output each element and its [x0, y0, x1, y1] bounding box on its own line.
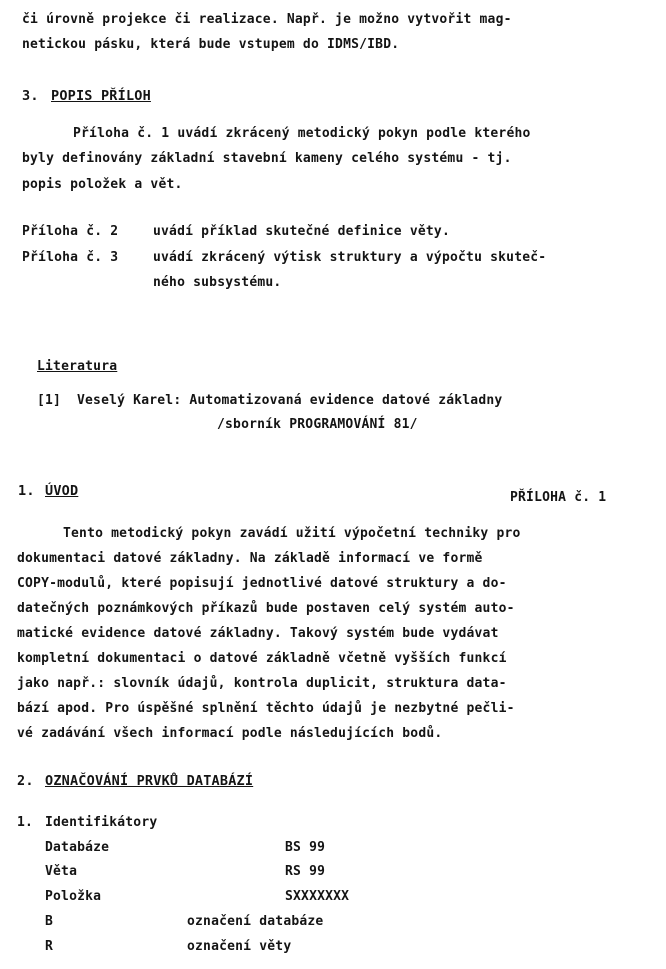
section-heading: ÚVOD — [45, 483, 79, 499]
section-number: 1. — [18, 483, 35, 499]
identifier-name: Položka — [45, 889, 102, 904]
text-line: dokumentaci datové základny. Na základě informací ve formě — [17, 551, 483, 566]
literature-heading: Literatura — [37, 359, 118, 374]
text-line: vé zadávání všech informací podle následujících bodů. — [17, 726, 443, 741]
section-heading: OZNAČOVÁNÍ PRVKŮ DATABÁZÍ — [45, 773, 254, 789]
section-heading: POPIS PŘÍLOH — [51, 88, 151, 104]
text-line: netickou pásku, která bude vstupem do IDMS/IBD. — [22, 37, 400, 52]
reference-number: [1] — [37, 393, 62, 408]
legend-symbol: B — [45, 914, 54, 929]
text-line: matické evidence datové základny. Takový systém bude vydávat — [17, 626, 499, 641]
legend-description: označení věty — [187, 939, 292, 954]
subsection-title: Identifikátory — [45, 815, 158, 830]
identifier-code: SXXXXXXX — [285, 889, 350, 904]
subsection-number: 1. — [17, 815, 34, 830]
text-line: datečných poznámkových příkazů bude postaven celý systém auto- — [17, 601, 515, 616]
annex-text: uvádí zkrácený výtisk struktury a výpočtu skuteč- — [153, 250, 547, 265]
section-number: 3. — [22, 88, 39, 104]
text-line: Příloha č. 1 uvádí zkrácený metodický pokyn podle kterého — [73, 126, 531, 141]
text-line: jako např.: slovník údajů, kontrola duplicit, struktura data- — [17, 676, 507, 691]
text-line: či úrovně projekce či realizace. Např. je možno vytvořit mag- — [22, 12, 512, 27]
text-line: byly definovány základní stavební kameny celého systému - tj. — [22, 151, 512, 166]
identifier-code: RS 99 — [285, 864, 326, 879]
text-line: kompletní dokumentaci o datové základně včetně vyšších funkcí — [17, 651, 507, 666]
legend-symbol: R — [45, 939, 54, 954]
text-line: Tento metodický pokyn zavádí užití výpočetní techniky pro — [63, 526, 521, 541]
reference-text: /sborník PROGRAMOVÁNÍ 81/ — [217, 417, 418, 432]
text-line: COPY-modulů, které popisují jednotlivé datové struktury a do- — [17, 576, 507, 591]
legend-description: označení databáze — [187, 914, 324, 929]
section-number: 2. — [17, 773, 34, 789]
annex-label: Příloha č. 2 — [22, 224, 119, 239]
appendix-label: PŘÍLOHA č. 1 — [510, 490, 607, 505]
identifier-code: BS 99 — [285, 840, 326, 855]
annex-text: uvádí příklad skutečné definice věty. — [153, 224, 450, 239]
annex-label: Příloha č. 3 — [22, 250, 119, 265]
text-line: popis položek a vět. — [22, 177, 183, 192]
text-line: bází apod. Pro úspěšné splnění těchto údajů je nezbytné pečli- — [17, 701, 515, 716]
identifier-name: Věta — [45, 864, 78, 879]
annex-text: ného subsystému. — [153, 275, 282, 290]
reference-text: Veselý Karel: Automatizovaná evidence datové základny — [77, 393, 503, 408]
identifier-name: Databáze — [45, 840, 110, 855]
